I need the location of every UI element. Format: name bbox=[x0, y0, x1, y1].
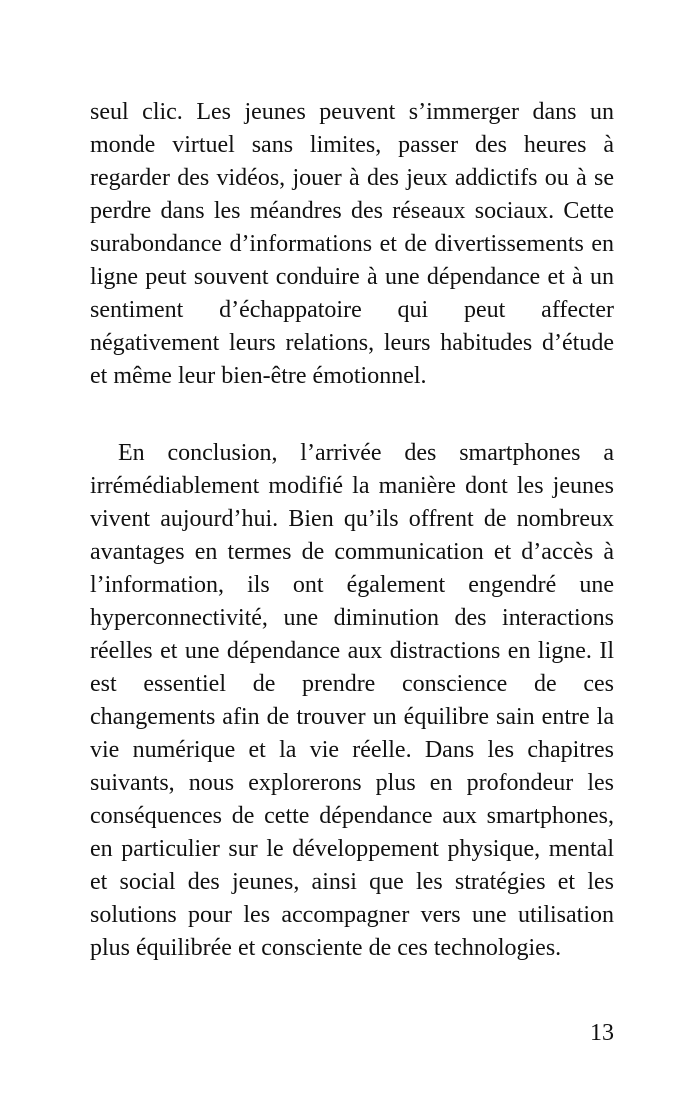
page-body bbox=[90, 96, 614, 965]
paragraph-continuation: seul clic. Les jeunes peuvent s’immerger dans un monde virtuel sans limites, passer des heures à regarder des vidéos, jouer à des jeux addictifs ou à se perdre dans les méandres des réseaux sociaux. Cette surabondance d’informations et de divertissements en ligne peut souvent conduire à une dépendance et à un sentiment d’échappatoire qui peut affecter négativement leurs relations, leurs habitudes d’étude et même leur bien-être émotionnel. bbox=[90, 99, 614, 389]
page-number: 13 bbox=[590, 1020, 614, 1046]
paragraph-conclusion: En conclusion, l’arrivée des smartphones a irrémédiablement modifié la manière dont les jeunes vivent aujourd’hui. Bien qu’ils offrent de nombreux avantages en termes de communication et d’accès à l’information, ils ont également engendré une hyperconnectivité, une diminution des interactions réelles et une dépendance aux distractions en ligne. Il est essentiel de prendre conscience de ces changements afin de trouver un équilibre sain entre la vie numérique et la vie réelle. Dans les chapitres suivants, nous explorerons plus en profondeur les conséquences de cette dépendance aux smartphones, en particulier sur le développement physique, mental et social des jeunes, ainsi que les stratégies et les solutions pour les accompagner vers une utilisation plus équilibrée et consciente de ces technologies. bbox=[90, 440, 614, 961]
